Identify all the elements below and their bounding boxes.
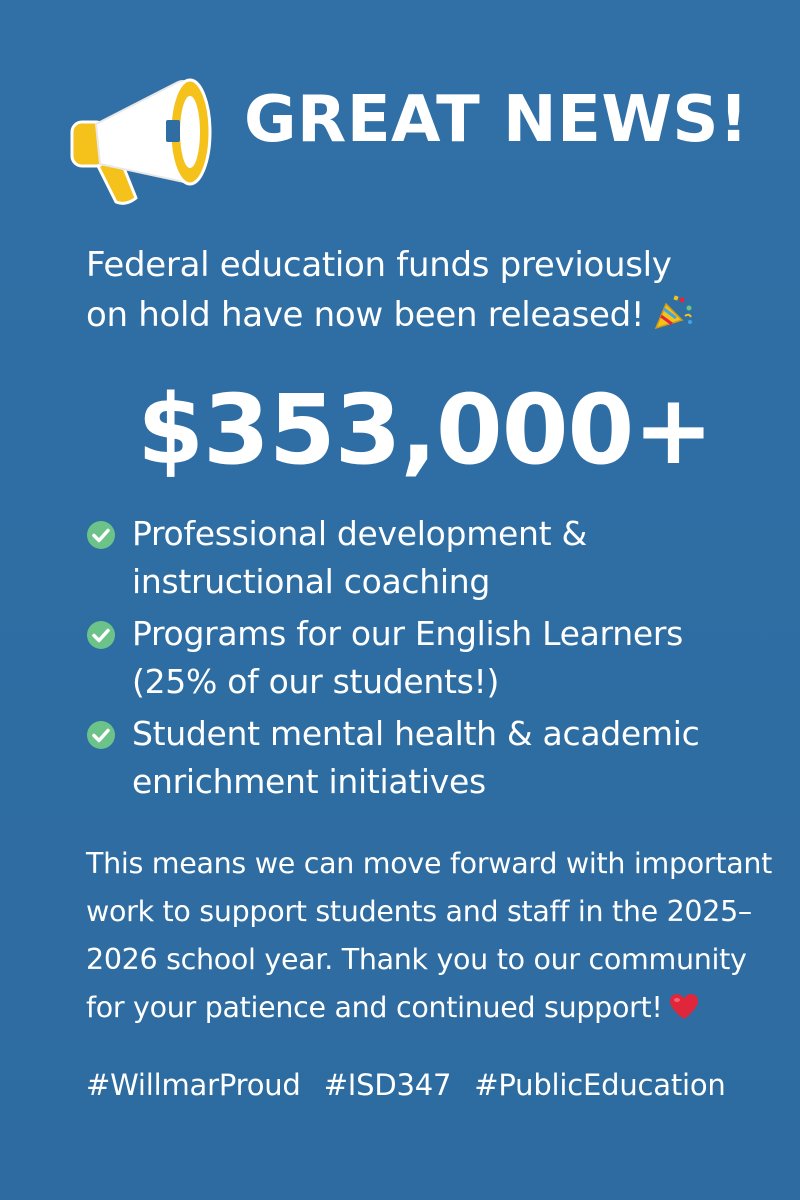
message-text: [86, 840, 786, 1032]
benefit-text: instructional coaching: [132, 562, 490, 601]
benefit-text: (25% of our students!): [132, 662, 500, 701]
funding-amount: $353,000+: [137, 374, 713, 486]
list-item: [86, 710, 776, 806]
check-circle-icon: [86, 720, 116, 750]
benefit-text: Student mental health & academic: [132, 714, 700, 753]
message-line: [86, 984, 786, 1032]
benefit-text: Programs for our English Learners: [132, 614, 683, 653]
party-popper-icon: [652, 294, 694, 332]
benefits-list: [86, 510, 776, 810]
megaphone-icon: [66, 70, 216, 210]
message-line: work to support students and staff in the 2025–: [86, 895, 752, 928]
list-item: [86, 510, 776, 606]
heart-icon: [669, 993, 699, 1021]
page-title: GREAT NEWS!: [244, 83, 749, 157]
message-line: This means we can move forward with important: [86, 847, 773, 880]
intro-line: [86, 290, 746, 340]
hashtags: [86, 1060, 740, 1110]
intro-line: Federal education funds previously: [86, 245, 672, 285]
list-item: [86, 610, 776, 706]
hashtag-link[interactable]: #PublicEducation: [474, 1068, 726, 1102]
hashtag-link[interactable]: #ISD347: [323, 1068, 452, 1102]
message-line-text: for your patience and continued support!: [86, 991, 663, 1024]
intro-text: [86, 240, 746, 340]
message-line: 2026 school year. Thank you to our community: [86, 943, 747, 976]
hashtag-link[interactable]: #WillmarProud: [86, 1068, 301, 1102]
benefit-text: enrichment initiatives: [132, 762, 486, 801]
benefit-text: Professional development &: [132, 514, 587, 553]
check-circle-icon: [86, 520, 116, 550]
intro-line-text: on hold have now been released!: [86, 295, 645, 335]
check-circle-icon: [86, 620, 116, 650]
